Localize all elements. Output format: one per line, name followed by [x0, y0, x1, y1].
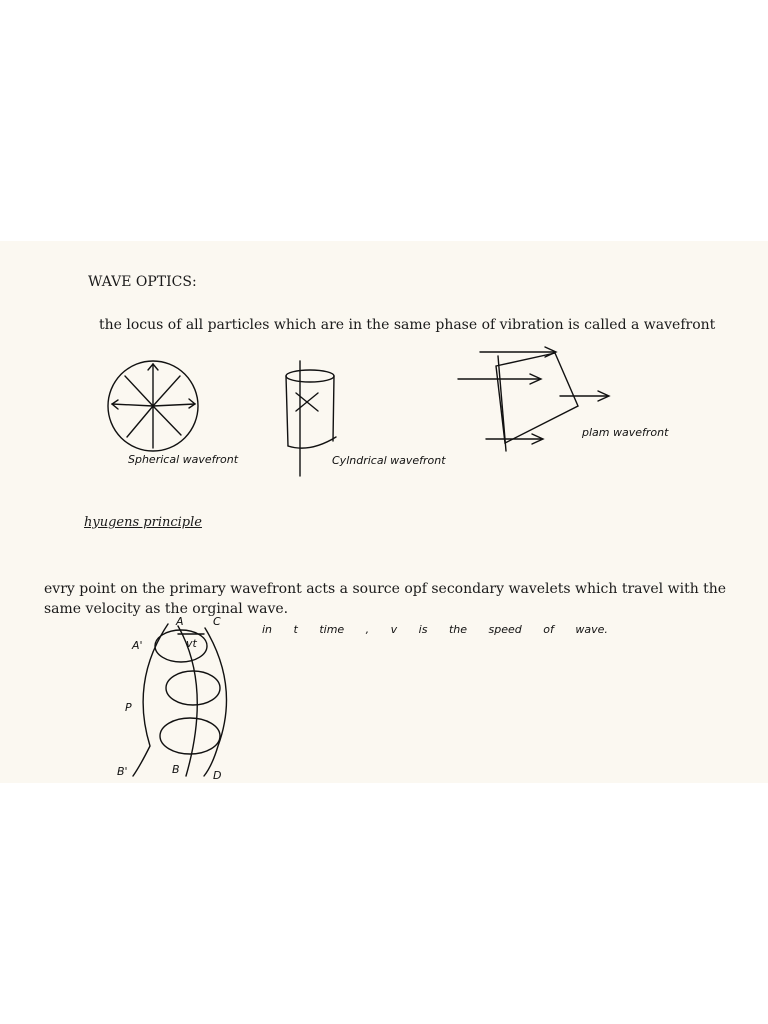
cylindrical-wavefront-sketch — [286, 361, 336, 476]
cylindrical-wavefront-label: Cylndrical wavefront — [332, 454, 446, 467]
wavefront-definition: the locus of all particles which are in the same phase of vibration is called a wavefront — [99, 317, 716, 333]
huygens-note: in t time , v is the speed of wave. — [262, 623, 608, 636]
point-label-d: D — [213, 769, 222, 782]
spherical-wavefront-label: Spherical wavefront — [128, 453, 239, 466]
point-label-a-prime: A' — [132, 639, 143, 652]
point-label-p: P — [125, 701, 132, 714]
section-heading-huygens: hyugens principle — [84, 515, 202, 530]
point-label-b-prime: B' — [117, 765, 128, 778]
note-page — [0, 241, 768, 783]
point-label-b: B — [172, 763, 180, 776]
point-label-vt: vt — [186, 637, 197, 650]
huygens-sketch — [133, 624, 226, 776]
point-label-c: C — [213, 615, 221, 628]
wavefront-sketches — [0, 241, 768, 783]
point-label-a: A — [176, 615, 184, 628]
huygens-principle-text: evry point on the primary wavefront acts a source opf secondary wavelets which travel with the same velocity as the orginal wave. — [44, 581, 727, 617]
plane-wavefront-label: plam wavefront — [582, 426, 669, 439]
spherical-wavefront-sketch — [108, 361, 198, 451]
page-title: WAVE OPTICS: — [88, 274, 197, 290]
